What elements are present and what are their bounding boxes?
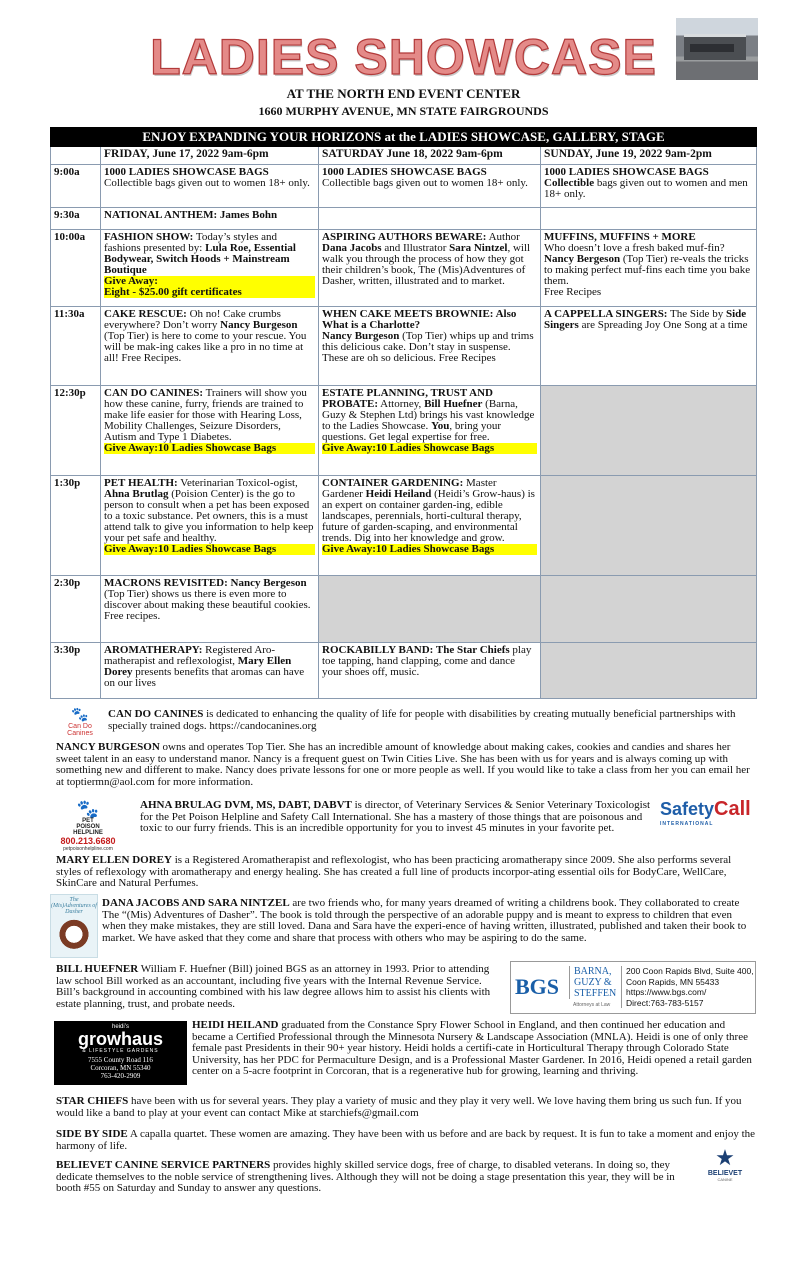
table-row — [51, 230, 757, 307]
time-cell: 2:30p — [51, 576, 101, 643]
empty-cell — [541, 576, 757, 643]
safety-call-logo: SafetyCall INTERNATIONAL — [660, 798, 751, 827]
event-cell: MACRONS REVISITED: Nancy Bergeson (Top Tier) shows us there is even more to discover about making these beautiful cookies. Free recipes. — [101, 576, 319, 643]
bio-nancy-burgeson: NANCY BURGESON owns and operates Top Tier. She has an incredible amount of knowledge about making cakes, cookies and candies and shares her sweet talent in an easy to understand manor. Nancy is a frequent guest on Twin Cities Live. She has been with us for years and is always coming up with something new and different to make. Nancy does private lessons for one or more people as well. If you would like to take a class from her you can email her at toptiermn@aol.com for more information. — [56, 741, 750, 788]
event-center-photo — [676, 18, 758, 80]
bio-dana-sara: DANA JACOBS AND SARA NINTZEL are two friends who, for many years dreamed of writing a childrens book. They collaborated to create The “(Mis) Adventures of Dasher”. The book is told through the perspective of an adorable puppy and is meant to express to children that even when they make mistakes, they are still loved. Dana and Sara have the experi-ence of having written, illustrated, published and taken their book to market. We have asked that they come and share that process with others who may be aspiring to do the same. — [102, 897, 747, 944]
event-cell: CONTAINER GARDENING: Master Gardener Heidi Heiland (Heidi’s Grow-haus) is an expert on container garden-ing, edible landscapes, perennials, horti-cultural therapy, future of garden-scaping, and environmental trends. Dig into her knowledge and grow. Give Away:10 Ladies Showcase Bags — [319, 476, 541, 576]
table-row — [51, 643, 757, 699]
venue-subtitle: AT THE NORTH END EVENT CENTER — [286, 86, 521, 101]
bio-believet: BELIEVET CANINE SERVICE PARTNERS provides highly skilled service dogs, free of charge, to disabled veterans. In doing so, they dedicate themselves to the noble service of strengthening lives. Although they will not be doing a stage presentation this year, they will be in booth #55 on Saturday and Sunday to answer any questions. — [56, 1159, 675, 1194]
empty-cell — [541, 386, 757, 476]
event-cell — [541, 208, 757, 230]
day-header-friday: FRIDAY, June 17, 2022 9am-6pm — [101, 147, 319, 165]
bio-side-by-side: SIDE BY SIDE A capalla quartet. These women are amazing. They have been with us before and are back by request. It is fun to take a moment and enjoy the harmony of life. — [56, 1128, 756, 1152]
paw-icon: 🐾 — [76, 799, 100, 819]
event-cell: WHEN CAKE MEETS BROWNIE: Also What is a Charlotte? Nancy Burgeson (Top Tier) whips up and trims this delicious cake. Don’t stay in suspense. These are oh so delicious. Free Recipes — [319, 307, 541, 386]
event-cell: AROMATHERAPY: Registered Aro-matherapist and reflexologist, Mary Ellen Dorey presents benefits that aromas can have on our lives — [101, 643, 319, 699]
time-cell: 9:00a — [51, 165, 101, 208]
event-cell: CAKE RESCUE: Oh no! Cake crumbs everywhere? Don’t worry Nancy Burgeson (Top Tier) is here to come to your rescue. You will be mak-ing cakes like a pro in no time at all! Free Recipes. — [101, 307, 319, 386]
empty-cell — [319, 576, 541, 643]
paw-icon: 🐾 — [71, 706, 89, 722]
time-cell: 10:00a — [51, 230, 101, 307]
empty-cell — [541, 643, 757, 699]
schedule-table — [50, 127, 757, 699]
bio-mary-ellen-dorey: MARY ELLEN DOREY is a Registered Aromatherapist and reflexologist, who has been practicing aromatherapy since 2009. She also performs several styles of reflexology with aromatherapy and energy healing. She has created a full line of products incorpor-ating essential oils for BodyCare, WellCare, SkinCare and Natural Perfumes. — [56, 854, 732, 889]
event-cell: 1000 LADIES SHOWCASE BAGS Collectible bags given out to women 18+ only. — [319, 165, 541, 208]
time-cell: 12:30p — [51, 386, 101, 476]
event-cell: NATIONAL ANTHEM: James Bohn — [101, 208, 319, 230]
event-cell: ESTATE PLANNING, TRUST AND PROBATE: Attorney, Bill Huefner (Barna, Guzy & Stephen Ltd) brings his vast knowledge to the Ladies Showcase. You, bring your questions. Get legal expertise for free. Give Away:10 Ladies Showcase Bags — [319, 386, 541, 476]
page-header — [0, 0, 807, 125]
event-cell: 1000 LADIES SHOWCASE BAGS Collectible bags given out to women 18+ only. — [101, 165, 319, 208]
bio-bill-huefner: BILL HUEFNER William F. Huefner (Bill) joined BGS as an attorney in 1993. Prior to attending law school Bill worked as an accountant, including five years with the Internal Revenue Service. Bill’s background in accounting combined with his law degree allows him to assist his clients with estate planning, trust, and probate needs. — [56, 963, 491, 1010]
bio-heidi-heiland: HEIDI HEILAND graduated from the Constance Spry Flower School in England, and then continued her education and became a Certified Professional through the Minnesota Nursery & Landscape Association (MNLA). Heidi is one of only three female past Presidents in their 90+ year history. Heidi holds a certifi-cate in Horticultural Therapy through Colorado State University, has her PDC for Permaculture Design, and is a Professional Master Gardener. In 2016, Heidi opened a retail garden center on a 5-acre footprint in Corcoran, that is a regenerative hub for growing, learning and thriving. — [192, 1019, 752, 1077]
empty-cell — [541, 476, 757, 576]
table-row — [51, 307, 757, 386]
day-header-saturday: SATURDAY June 18, 2022 9am-6pm — [319, 147, 541, 165]
pet-poison-helpline-logo: 🐾 PET POISON HELPLINE 800.213.6680 petpoisonhelpline.com — [57, 800, 119, 848]
table-row — [51, 476, 757, 576]
event-cell: CAN DO CANINES: Trainers will show you how these canine, furry, friends are trained to make life easier for those with Hearing Loss, Mobility Challenges, Seizure Disorders, Autism and Type 1 Diabetes. Give Away:10 Ladies Showcase Bags — [101, 386, 319, 476]
can-do-canines-logo: 🐾 Can Do Canines — [56, 706, 104, 736]
bgs-logo: BGS BARNA, GUZY & STEFFEN Attorneys at Law 200 Coon Rapids Blvd, Suite 400, Coon Rapids, MN 55433 https://www.bgs.com/ Direct:763-783-5157 — [510, 961, 756, 1014]
event-cell: MUFFINS, MUFFINS + MORE Who doesn’t love a fresh baked muf-fin? Nancy Bergeson (Top Tier) re-veals the tricks to making perfect muf-fins each time you bake them. Free Recipes — [541, 230, 757, 307]
event-cell: PET HEALTH: Veterinarian Toxicol-ogist, Ahna Brutlag (Poision Center) is the go to person to consult when a pet has been exposed to a toxic substance. Pet owners, this is a must attend talk to give you information to help keep your pet safe and healthy. Give Away:10 Ladies Showcase Bags — [101, 476, 319, 576]
time-cell: 3:30p — [51, 643, 101, 699]
day-header-sunday: SUNDAY, June 19, 2022 9am-2pm — [541, 147, 757, 165]
event-cell: ASPIRING AUTHORS BEWARE: Author Dana Jacobs and Illustrator Sara Nintzel, will walk you through the process of how they got their children’s book, The (Mis)Adventures of Dasher, written, illustrated and to market. — [319, 230, 541, 307]
bgs-website-link[interactable]: https://www.bgs.com/ — [626, 987, 707, 997]
time-cell: 9:30a — [51, 208, 101, 230]
table-row — [51, 386, 757, 476]
believet-logo: ★ BELIEVET CANINE — [700, 1146, 750, 1194]
table-row — [51, 165, 757, 208]
time-cell: 1:30p — [51, 476, 101, 576]
bio-can-do-canines: CAN DO CANINES is dedicated to enhancing the quality of life for people with disabilities by creating mutually beneficial partnerships with specially trained dogs. https://candocanines.org — [108, 708, 736, 732]
event-cell: 1000 LADIES SHOWCASE BAGS Collectible bags given out to women and men 18+ only. — [541, 165, 757, 208]
star-icon: ★ — [715, 1145, 735, 1170]
schedule-banner: ENJOY EXPANDING YOUR HORIZONS at the LADIES SHOWCASE, GALLERY, STAGE — [51, 128, 757, 147]
puppy-illustration — [59, 919, 89, 953]
event-cell: FASHION SHOW: Today’s styles and fashions presented by: Lula Roe, Essential Bodywear, Switch Hoods + Mainstream Boutique Give Away: Eight - $25.00 gift certificates — [101, 230, 319, 307]
bio-ahna-brulag: AHNA BRULAG DVM, MS, DABT, DABVT is director, of Veterinary Services & Senior Veterinary Toxicologist for the Pet Poison Helpline and Safety Call International. She has a mastery of those things that are poisonous and toxic to our furry friends. This is an incredible opportunity for you to invest 45 minutes in your favorite pet. — [140, 799, 651, 834]
bio-star-chiefs: STAR CHIEFS have been with us for several years. They play a variety of music and they play it very well. We love having them bring us such fun. If you would like a band to play at your event can contact Mike at starchiefs@gmail.com — [56, 1095, 742, 1119]
page-title: LADIES SHOWCASE — [150, 29, 657, 85]
time-header — [51, 147, 101, 165]
table-row — [51, 208, 757, 230]
address-subtitle: 1660 MURPHY AVENUE, MN STATE FAIRGROUNDS — [258, 104, 549, 118]
growhaus-logo: heidi’s growhaus & LIFESTYLE GARDENS 7555 County Road 116 Corcoran, MN 55340 763-420-2909 — [54, 1021, 187, 1085]
dasher-book-cover: The (Mis)Adventures of Dasher — [50, 894, 98, 958]
event-cell: ROCKABILLY BAND: The Star Chiefs play toe tapping, hand clapping, come and dance your shoes off, music. — [319, 643, 541, 699]
event-cell: A CAPPELLA SINGERS: The Side by Side Singers are Spreading Joy One Song at a time — [541, 307, 757, 386]
time-cell: 11:30a — [51, 307, 101, 386]
event-cell — [319, 208, 541, 230]
table-row — [51, 576, 757, 643]
